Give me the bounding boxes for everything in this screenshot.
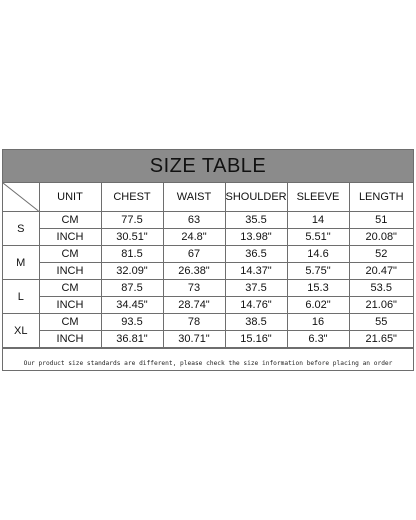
table-row (3, 314, 413, 331)
cell-waist: 67 (163, 246, 225, 263)
cell-waist: 26.38" (163, 263, 225, 280)
size-label: M (3, 246, 39, 280)
cell-length: 21.65" (349, 331, 413, 348)
cell-chest: 30.51" (101, 229, 163, 246)
cell-chest: 36.81" (101, 331, 163, 348)
cell-sleeve: 14.6 (287, 246, 349, 263)
size-note: Our product size standards are different, please check the size information before placing an order (3, 348, 413, 377)
cell-length: 55 (349, 314, 413, 331)
cell-waist: 30.71" (163, 331, 225, 348)
size-grid-body (3, 183, 413, 348)
cell-sleeve: 6.02" (287, 297, 349, 314)
cell-length: 52 (349, 246, 413, 263)
cell-chest: 32.09" (101, 263, 163, 280)
cell-length: 20.47" (349, 263, 413, 280)
cell-sleeve: 5.75" (287, 263, 349, 280)
size-label: S (3, 212, 39, 246)
cell-waist: 28.74" (163, 297, 225, 314)
size-label: L (3, 280, 39, 314)
cell-unit: INCH (39, 331, 101, 348)
table-row (3, 297, 413, 314)
table-row (3, 212, 413, 229)
cell-chest: 81.5 (101, 246, 163, 263)
cell-waist: 73 (163, 280, 225, 297)
table-row (3, 263, 413, 280)
size-table-title: SIZE TABLE (3, 150, 413, 183)
cell-sleeve: 14 (287, 212, 349, 229)
cell-chest: 93.5 (101, 314, 163, 331)
size-chart (2, 149, 414, 371)
column-header-length: LENGTH (349, 183, 413, 212)
header-row (3, 183, 413, 212)
cell-waist: 63 (163, 212, 225, 229)
column-header-unit: UNIT (39, 183, 101, 212)
cell-unit: CM (39, 246, 101, 263)
cell-waist: 78 (163, 314, 225, 331)
column-header-chest: CHEST (101, 183, 163, 212)
cell-length: 21.06" (349, 297, 413, 314)
cell-waist: 24.8" (163, 229, 225, 246)
corner-cell (3, 183, 39, 212)
cell-chest: 34.45" (101, 297, 163, 314)
cell-shoulder: 14.76" (225, 297, 287, 314)
cell-shoulder: 14.37" (225, 263, 287, 280)
column-header-sleeve: SLEEVE (287, 183, 349, 212)
cell-shoulder: 36.5 (225, 246, 287, 263)
table-row (3, 280, 413, 297)
column-header-shoulder: SHOULDER (225, 183, 287, 212)
table-row (3, 246, 413, 263)
cell-unit: CM (39, 314, 101, 331)
cell-chest: 77.5 (101, 212, 163, 229)
cell-shoulder: 37.5 (225, 280, 287, 297)
cell-shoulder: 38.5 (225, 314, 287, 331)
table-row (3, 331, 413, 348)
size-label: XL (3, 314, 39, 348)
cell-sleeve: 5.51" (287, 229, 349, 246)
cell-sleeve: 15.3 (287, 280, 349, 297)
cell-sleeve: 16 (287, 314, 349, 331)
cell-unit: INCH (39, 263, 101, 280)
cell-chest: 87.5 (101, 280, 163, 297)
cell-length: 51 (349, 212, 413, 229)
cell-length: 20.08" (349, 229, 413, 246)
cell-shoulder: 15.16" (225, 331, 287, 348)
size-grid (3, 183, 413, 348)
column-header-waist: WAIST (163, 183, 225, 212)
cell-unit: INCH (39, 297, 101, 314)
cell-unit: INCH (39, 229, 101, 246)
cell-shoulder: 35.5 (225, 212, 287, 229)
cell-sleeve: 6.3" (287, 331, 349, 348)
cell-unit: CM (39, 212, 101, 229)
diagonal-line (3, 183, 39, 211)
cell-length: 53.5 (349, 280, 413, 297)
cell-shoulder: 13.98" (225, 229, 287, 246)
cell-unit: CM (39, 280, 101, 297)
table-row (3, 229, 413, 246)
